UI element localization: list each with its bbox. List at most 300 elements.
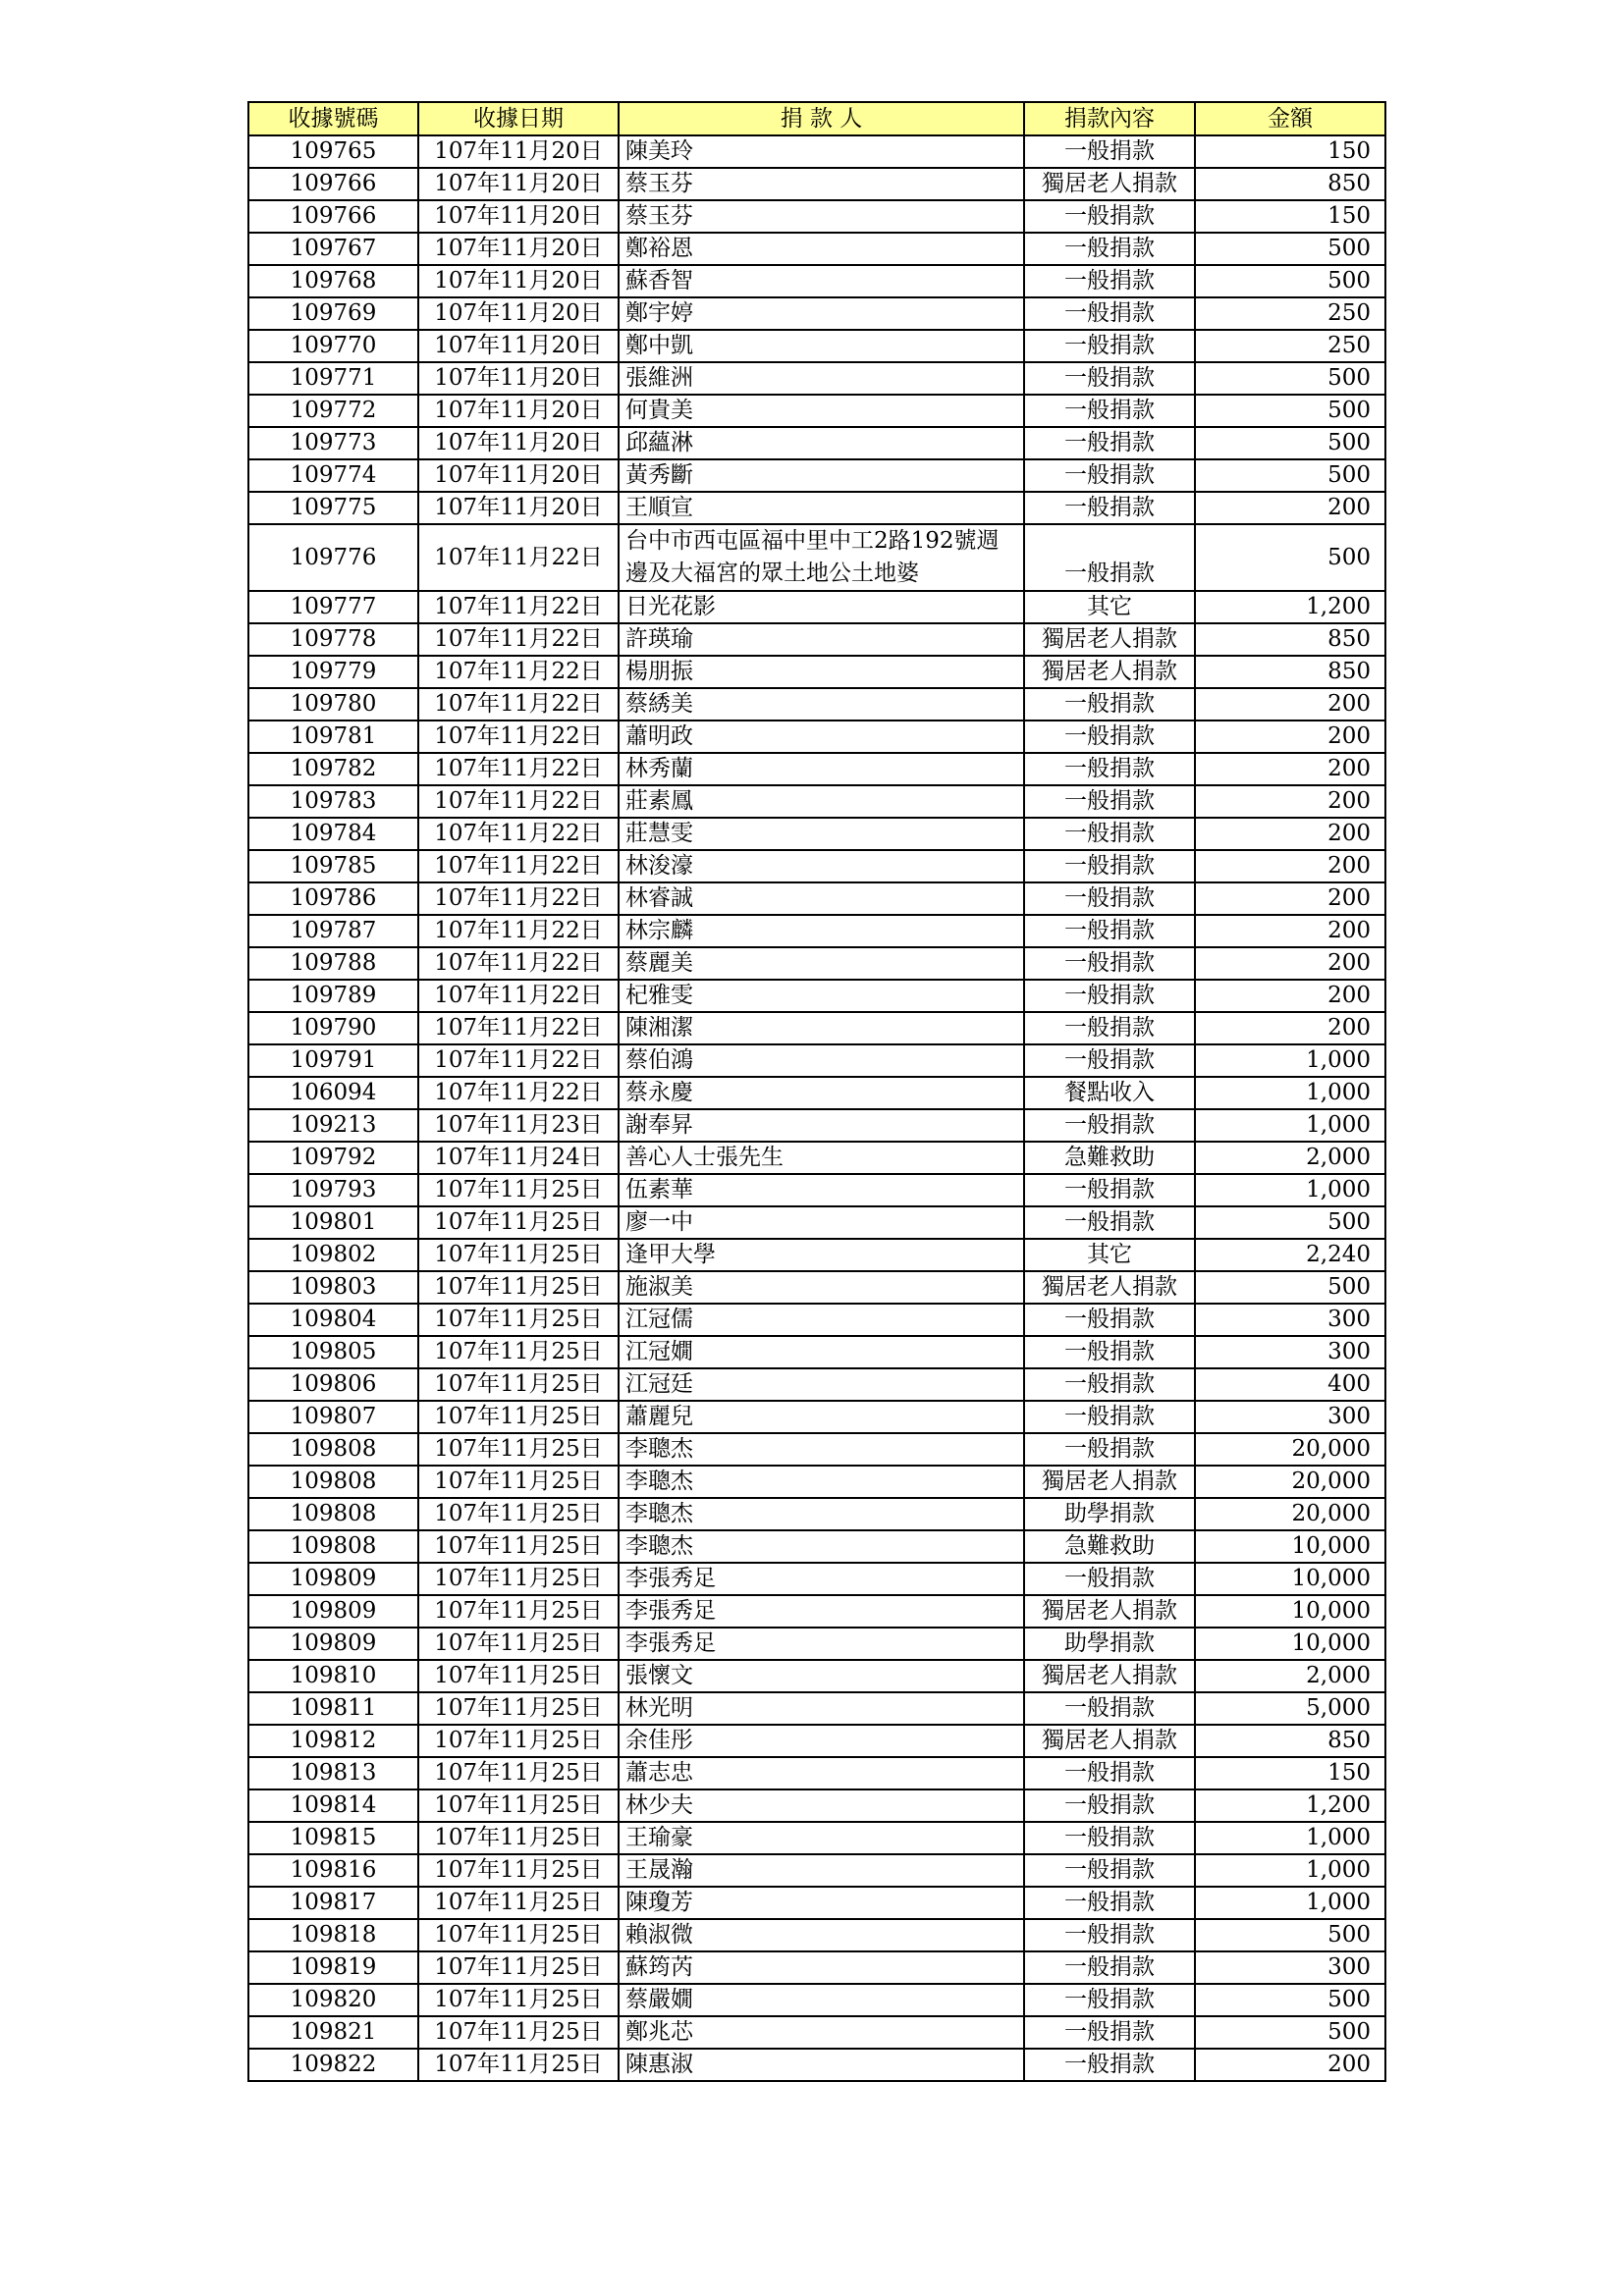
receipt-date-cell: 107年11月20日 — [418, 135, 619, 168]
table-row — [248, 1822, 1385, 1854]
table-row — [248, 882, 1385, 915]
amount-cell: 200 — [1195, 818, 1385, 850]
amount-cell: 500 — [1195, 1271, 1385, 1304]
donor-name-cell: 林睿誠 — [619, 882, 1024, 915]
donor-name-cell: 張懷文 — [619, 1660, 1024, 1692]
receipt-no-cell: 109789 — [248, 980, 418, 1012]
amount-cell: 850 — [1195, 656, 1385, 688]
donation-type-cell: 一般捐款 — [1024, 753, 1195, 785]
donor-name-cell: 蔡玉芬 — [619, 200, 1024, 233]
donor-name-cell: 邱蘊淋 — [619, 427, 1024, 459]
receipt-date-cell: 107年11月20日 — [418, 459, 619, 492]
table-row — [248, 1466, 1385, 1498]
receipt-no-cell: 109813 — [248, 1757, 418, 1789]
amount-cell: 200 — [1195, 753, 1385, 785]
header-amount: 金額 — [1195, 102, 1385, 135]
amount-cell: 20,000 — [1195, 1498, 1385, 1530]
donation-type-cell: 一般捐款 — [1024, 459, 1195, 492]
donation-type-cell: 一般捐款 — [1024, 1304, 1195, 1336]
donor-name-cell: 賴淑微 — [619, 1919, 1024, 1951]
receipt-date-cell: 107年11月25日 — [418, 1757, 619, 1789]
table-row — [248, 427, 1385, 459]
donation-type-cell: 一般捐款 — [1024, 818, 1195, 850]
amount-cell: 500 — [1195, 265, 1385, 297]
donation-type-cell: 急難救助 — [1024, 1142, 1195, 1174]
amount-cell: 2,000 — [1195, 1660, 1385, 1692]
donor-name-cell: 江冠儒 — [619, 1304, 1024, 1336]
table-row — [248, 1271, 1385, 1304]
table-row — [248, 524, 1385, 591]
receipt-date-cell: 107年11月22日 — [418, 591, 619, 623]
receipt-no-cell: 109765 — [248, 135, 418, 168]
donation-type-cell: 獨居老人捐款 — [1024, 1595, 1195, 1628]
table-row — [248, 850, 1385, 882]
table-row — [248, 1012, 1385, 1044]
donor-name-cell: 林少夫 — [619, 1789, 1024, 1822]
donor-name-cell: 施淑美 — [619, 1271, 1024, 1304]
donor-name-cell: 莊素鳳 — [619, 785, 1024, 818]
table-row — [248, 1077, 1385, 1109]
receipt-date-cell: 107年11月22日 — [418, 915, 619, 947]
receipt-no-cell: 109792 — [248, 1142, 418, 1174]
table-row — [248, 1206, 1385, 1239]
donation-type-cell: 一般捐款 — [1024, 915, 1195, 947]
table-row — [248, 1919, 1385, 1951]
receipt-date-cell: 107年11月24日 — [418, 1142, 619, 1174]
table-row — [248, 753, 1385, 785]
amount-cell: 400 — [1195, 1368, 1385, 1401]
amount-cell: 200 — [1195, 492, 1385, 524]
donor-name-cell: 日光花影 — [619, 591, 1024, 623]
receipt-no-cell: 109770 — [248, 330, 418, 362]
table-row — [248, 818, 1385, 850]
donor-name-cell: 台中市西屯區福中里中工2路192號週邊及大福宮的眾土地公土地婆 — [619, 524, 1024, 591]
receipt-no-cell: 109821 — [248, 2016, 418, 2049]
donation-type-cell: 一般捐款 — [1024, 492, 1195, 524]
amount-cell: 10,000 — [1195, 1563, 1385, 1595]
receipt-no-cell: 109804 — [248, 1304, 418, 1336]
donation-type-cell: 一般捐款 — [1024, 1919, 1195, 1951]
donor-name-cell: 林秀蘭 — [619, 753, 1024, 785]
donation-type-cell: 獨居老人捐款 — [1024, 656, 1195, 688]
donor-name-cell: 楊朋振 — [619, 656, 1024, 688]
receipt-date-cell: 107年11月20日 — [418, 330, 619, 362]
table-row — [248, 1530, 1385, 1563]
amount-cell: 2,240 — [1195, 1239, 1385, 1271]
receipt-no-cell: 109801 — [248, 1206, 418, 1239]
donor-name-cell: 李張秀足 — [619, 1563, 1024, 1595]
receipt-no-cell: 109771 — [248, 362, 418, 395]
receipt-date-cell: 107年11月25日 — [418, 1304, 619, 1336]
amount-cell: 500 — [1195, 1206, 1385, 1239]
receipt-no-cell: 109785 — [248, 850, 418, 882]
receipt-no-cell: 109775 — [248, 492, 418, 524]
donor-name-cell: 伍素華 — [619, 1174, 1024, 1206]
table-row — [248, 1595, 1385, 1628]
table-row — [248, 721, 1385, 753]
receipt-no-cell: 109767 — [248, 233, 418, 265]
amount-cell: 200 — [1195, 850, 1385, 882]
amount-cell: 200 — [1195, 915, 1385, 947]
table-row — [248, 623, 1385, 656]
amount-cell: 500 — [1195, 1984, 1385, 2016]
table-row — [248, 1304, 1385, 1336]
receipt-no-cell: 109820 — [248, 1984, 418, 2016]
receipt-no-cell: 109819 — [248, 1951, 418, 1984]
table-row — [248, 591, 1385, 623]
table-row — [248, 1401, 1385, 1433]
table-row — [248, 1692, 1385, 1725]
table-row — [248, 785, 1385, 818]
donation-type-cell: 一般捐款 — [1024, 1757, 1195, 1789]
receipt-date-cell: 107年11月22日 — [418, 818, 619, 850]
donor-name-cell: 陳瓊芳 — [619, 1887, 1024, 1919]
receipt-no-cell: 109788 — [248, 947, 418, 980]
amount-cell: 850 — [1195, 623, 1385, 656]
receipt-date-cell: 107年11月25日 — [418, 1822, 619, 1854]
receipt-no-cell: 109812 — [248, 1725, 418, 1757]
donation-type-cell: 一般捐款 — [1024, 1109, 1195, 1142]
table-row — [248, 1109, 1385, 1142]
table-row — [248, 980, 1385, 1012]
receipt-date-cell: 107年11月25日 — [418, 1919, 619, 1951]
table-row — [248, 297, 1385, 330]
amount-cell: 1,000 — [1195, 1854, 1385, 1887]
amount-cell: 500 — [1195, 362, 1385, 395]
donor-name-cell: 李聰杰 — [619, 1433, 1024, 1466]
receipt-date-cell: 107年11月25日 — [418, 1628, 619, 1660]
donation-type-cell: 一般捐款 — [1024, 1984, 1195, 2016]
receipt-date-cell: 107年11月22日 — [418, 1012, 619, 1044]
donor-name-cell: 王瑜豪 — [619, 1822, 1024, 1854]
amount-cell: 250 — [1195, 297, 1385, 330]
table-row — [248, 265, 1385, 297]
donation-type-cell: 一般捐款 — [1024, 1401, 1195, 1433]
receipt-date-cell: 107年11月25日 — [418, 1951, 619, 1984]
receipt-date-cell: 107年11月22日 — [418, 1077, 619, 1109]
donor-name-cell: 李聰杰 — [619, 1530, 1024, 1563]
table-row — [248, 1044, 1385, 1077]
donor-name-cell: 江冠嫺 — [619, 1336, 1024, 1368]
donation-type-cell: 一般捐款 — [1024, 688, 1195, 721]
table-row — [248, 200, 1385, 233]
receipt-date-cell: 107年11月20日 — [418, 362, 619, 395]
table-row — [248, 1142, 1385, 1174]
donor-name-cell: 許瑛瑜 — [619, 623, 1024, 656]
receipt-no-cell: 109772 — [248, 395, 418, 427]
amount-cell: 300 — [1195, 1304, 1385, 1336]
donor-name-cell: 張維洲 — [619, 362, 1024, 395]
receipt-date-cell: 107年11月25日 — [418, 1271, 619, 1304]
header-donor: 捐 款 人 — [619, 102, 1024, 135]
donor-name-cell: 何貴美 — [619, 395, 1024, 427]
amount-cell: 850 — [1195, 168, 1385, 200]
donor-name-cell: 陳美玲 — [619, 135, 1024, 168]
amount-cell: 150 — [1195, 200, 1385, 233]
donor-name-cell: 林浚濠 — [619, 850, 1024, 882]
donor-name-cell: 謝奉昇 — [619, 1109, 1024, 1142]
donor-name-cell: 李聰杰 — [619, 1498, 1024, 1530]
donor-name-cell: 蔡嚴嫺 — [619, 1984, 1024, 2016]
receipt-date-cell: 107年11月25日 — [418, 1206, 619, 1239]
donor-name-cell: 廖一中 — [619, 1206, 1024, 1239]
amount-cell: 10,000 — [1195, 1530, 1385, 1563]
donation-type-cell: 一般捐款 — [1024, 2016, 1195, 2049]
donor-name-cell: 蔡玉芬 — [619, 168, 1024, 200]
receipt-date-cell: 107年11月23日 — [418, 1109, 619, 1142]
receipt-no-cell: 109769 — [248, 297, 418, 330]
donor-name-cell: 王晟瀚 — [619, 1854, 1024, 1887]
amount-cell: 1,000 — [1195, 1077, 1385, 1109]
amount-cell: 250 — [1195, 330, 1385, 362]
receipt-date-cell: 107年11月22日 — [418, 524, 619, 591]
donation-type-cell: 一般捐款 — [1024, 785, 1195, 818]
donation-type-cell: 一般捐款 — [1024, 362, 1195, 395]
donor-name-cell: 蕭麗兒 — [619, 1401, 1024, 1433]
donor-name-cell: 蕭明政 — [619, 721, 1024, 753]
table-row — [248, 2049, 1385, 2081]
receipt-no-cell: 109790 — [248, 1012, 418, 1044]
donation-type-cell: 一般捐款 — [1024, 233, 1195, 265]
receipt-no-cell: 109808 — [248, 1530, 418, 1563]
table-row — [248, 1725, 1385, 1757]
amount-cell: 300 — [1195, 1951, 1385, 1984]
donation-type-cell: 一般捐款 — [1024, 1433, 1195, 1466]
donor-name-cell: 林宗麟 — [619, 915, 1024, 947]
amount-cell: 1,000 — [1195, 1109, 1385, 1142]
receipt-date-cell: 107年11月25日 — [418, 1401, 619, 1433]
donation-type-cell: 一般捐款 — [1024, 850, 1195, 882]
receipt-date-cell: 107年11月25日 — [418, 1660, 619, 1692]
table-row — [248, 233, 1385, 265]
receipt-date-cell: 107年11月25日 — [418, 1239, 619, 1271]
receipt-no-cell: 109814 — [248, 1789, 418, 1822]
receipt-no-cell: 109766 — [248, 168, 418, 200]
receipt-no-cell: 109807 — [248, 1401, 418, 1433]
donor-name-cell: 李聰杰 — [619, 1466, 1024, 1498]
table-row — [248, 1368, 1385, 1401]
donation-type-cell: 一般捐款 — [1024, 1336, 1195, 1368]
receipt-no-cell: 109793 — [248, 1174, 418, 1206]
donation-type-cell: 餐點收入 — [1024, 1077, 1195, 1109]
amount-cell: 200 — [1195, 2049, 1385, 2081]
amount-cell: 200 — [1195, 785, 1385, 818]
donation-type-cell: 一般捐款 — [1024, 1206, 1195, 1239]
table-row — [248, 947, 1385, 980]
donor-name-cell: 鄭兆芯 — [619, 2016, 1024, 2049]
amount-cell: 10,000 — [1195, 1628, 1385, 1660]
amount-cell: 500 — [1195, 395, 1385, 427]
donor-name-cell: 善心人士張先生 — [619, 1142, 1024, 1174]
receipt-no-cell: 109808 — [248, 1498, 418, 1530]
donation-type-cell: 一般捐款 — [1024, 1012, 1195, 1044]
table-row — [248, 656, 1385, 688]
receipt-no-cell: 109776 — [248, 524, 418, 591]
receipt-date-cell: 107年11月20日 — [418, 427, 619, 459]
receipt-date-cell: 107年11月20日 — [418, 200, 619, 233]
amount-cell: 500 — [1195, 524, 1385, 591]
table-row — [248, 395, 1385, 427]
receipt-no-cell: 109781 — [248, 721, 418, 753]
receipt-date-cell: 107年11月25日 — [418, 1466, 619, 1498]
table-row — [248, 1563, 1385, 1595]
receipt-no-cell: 109816 — [248, 1854, 418, 1887]
table-row — [248, 1336, 1385, 1368]
table-row — [248, 1887, 1385, 1919]
donor-name-cell: 蔡伯鴻 — [619, 1044, 1024, 1077]
receipt-date-cell: 107年11月20日 — [418, 265, 619, 297]
table-row — [248, 459, 1385, 492]
table-row — [248, 915, 1385, 947]
receipt-no-cell: 109810 — [248, 1660, 418, 1692]
receipt-date-cell: 107年11月25日 — [418, 1887, 619, 1919]
receipt-date-cell: 107年11月22日 — [418, 980, 619, 1012]
amount-cell: 10,000 — [1195, 1595, 1385, 1628]
receipt-no-cell: 109787 — [248, 915, 418, 947]
amount-cell: 150 — [1195, 1757, 1385, 1789]
receipt-no-cell: 109777 — [248, 591, 418, 623]
amount-cell: 5,000 — [1195, 1692, 1385, 1725]
header-donation-type: 捐款內容 — [1024, 102, 1195, 135]
donation-type-cell: 一般捐款 — [1024, 395, 1195, 427]
donor-name-cell: 蘇香智 — [619, 265, 1024, 297]
table-row — [248, 492, 1385, 524]
header-receipt-no: 收據號碼 — [248, 102, 418, 135]
receipt-date-cell: 107年11月25日 — [418, 1433, 619, 1466]
receipt-no-cell: 109786 — [248, 882, 418, 915]
receipt-date-cell: 107年11月20日 — [418, 297, 619, 330]
receipt-date-cell: 107年11月22日 — [418, 850, 619, 882]
donation-type-cell: 一般捐款 — [1024, 1887, 1195, 1919]
amount-cell: 300 — [1195, 1401, 1385, 1433]
receipt-no-cell: 109778 — [248, 623, 418, 656]
receipt-no-cell: 109806 — [248, 1368, 418, 1401]
donor-name-cell: 李張秀足 — [619, 1628, 1024, 1660]
donation-type-cell: 其它 — [1024, 1239, 1195, 1271]
donation-type-cell: 一般捐款 — [1024, 1368, 1195, 1401]
table-row — [248, 1660, 1385, 1692]
receipt-date-cell: 107年11月22日 — [418, 947, 619, 980]
amount-cell: 200 — [1195, 688, 1385, 721]
donor-name-cell: 鄭中凱 — [619, 330, 1024, 362]
donation-type-cell: 一般捐款 — [1024, 947, 1195, 980]
receipt-date-cell: 107年11月20日 — [418, 492, 619, 524]
donation-type-cell: 一般捐款 — [1024, 980, 1195, 1012]
receipt-no-cell: 109768 — [248, 265, 418, 297]
donor-name-cell: 蔡麗美 — [619, 947, 1024, 980]
receipt-no-cell: 109791 — [248, 1044, 418, 1077]
donor-name-cell: 陳惠淑 — [619, 2049, 1024, 2081]
table-row — [248, 362, 1385, 395]
receipt-no-cell: 109783 — [248, 785, 418, 818]
donation-type-cell: 一般捐款 — [1024, 1563, 1195, 1595]
donor-name-cell: 杞雅雯 — [619, 980, 1024, 1012]
amount-cell: 1,200 — [1195, 591, 1385, 623]
donor-name-cell: 蔡綉美 — [619, 688, 1024, 721]
receipt-no-cell: 109782 — [248, 753, 418, 785]
donor-name-cell: 陳湘潔 — [619, 1012, 1024, 1044]
receipt-no-cell: 109808 — [248, 1433, 418, 1466]
table-row — [248, 1854, 1385, 1887]
receipt-no-cell: 109773 — [248, 427, 418, 459]
receipt-date-cell: 107年11月25日 — [418, 1336, 619, 1368]
amount-cell: 1,000 — [1195, 1174, 1385, 1206]
donation-type-cell: 一般捐款 — [1024, 1951, 1195, 1984]
donor-name-cell: 鄭裕恩 — [619, 233, 1024, 265]
donation-type-cell: 一般捐款 — [1024, 330, 1195, 362]
receipt-date-cell: 107年11月22日 — [418, 688, 619, 721]
receipt-date-cell: 107年11月25日 — [418, 1854, 619, 1887]
receipt-date-cell: 107年11月22日 — [418, 753, 619, 785]
table-row — [248, 1757, 1385, 1789]
receipt-date-cell: 107年11月22日 — [418, 785, 619, 818]
donation-type-cell: 一般捐款 — [1024, 1174, 1195, 1206]
donor-name-cell: 黃秀斷 — [619, 459, 1024, 492]
receipt-no-cell: 109809 — [248, 1595, 418, 1628]
amount-cell: 2,000 — [1195, 1142, 1385, 1174]
donor-name-cell: 李張秀足 — [619, 1595, 1024, 1628]
donation-type-cell: 一般捐款 — [1024, 427, 1195, 459]
donation-type-cell: 一般捐款 — [1024, 2049, 1195, 2081]
donation-type-cell: 助學捐款 — [1024, 1628, 1195, 1660]
table-row — [248, 1174, 1385, 1206]
receipt-date-cell: 107年11月25日 — [418, 1984, 619, 2016]
donation-type-cell: 獨居老人捐款 — [1024, 168, 1195, 200]
receipt-date-cell: 107年11月22日 — [418, 882, 619, 915]
receipt-date-cell: 107年11月25日 — [418, 2016, 619, 2049]
amount-cell: 1,000 — [1195, 1822, 1385, 1854]
table-row — [248, 330, 1385, 362]
donation-type-cell: 獨居老人捐款 — [1024, 1271, 1195, 1304]
amount-cell: 1,000 — [1195, 1887, 1385, 1919]
receipt-date-cell: 107年11月25日 — [418, 1692, 619, 1725]
amount-cell: 1,200 — [1195, 1789, 1385, 1822]
donation-type-cell: 一般捐款 — [1024, 135, 1195, 168]
receipt-no-cell: 109815 — [248, 1822, 418, 1854]
table-body — [248, 135, 1385, 2081]
donation-type-cell: 一般捐款 — [1024, 524, 1195, 591]
amount-cell: 500 — [1195, 2016, 1385, 2049]
receipt-no-cell: 109805 — [248, 1336, 418, 1368]
amount-cell: 20,000 — [1195, 1466, 1385, 1498]
donation-type-cell: 一般捐款 — [1024, 265, 1195, 297]
donor-name-cell: 蘇筠芮 — [619, 1951, 1024, 1984]
table-row — [248, 1628, 1385, 1660]
receipt-date-cell: 107年11月25日 — [418, 1563, 619, 1595]
amount-cell: 200 — [1195, 947, 1385, 980]
donation-type-cell: 急難救助 — [1024, 1530, 1195, 1563]
donor-name-cell: 莊慧雯 — [619, 818, 1024, 850]
receipt-date-cell: 107年11月20日 — [418, 233, 619, 265]
donation-sheet — [247, 101, 1384, 2082]
donation-type-cell: 獨居老人捐款 — [1024, 1466, 1195, 1498]
amount-cell: 1,000 — [1195, 1044, 1385, 1077]
receipt-no-cell: 109779 — [248, 656, 418, 688]
receipt-no-cell: 109780 — [248, 688, 418, 721]
header-receipt-date: 收據日期 — [418, 102, 619, 135]
receipt-date-cell: 107年11月20日 — [418, 168, 619, 200]
donation-type-cell: 獨居老人捐款 — [1024, 1660, 1195, 1692]
donation-type-cell: 獨居老人捐款 — [1024, 623, 1195, 656]
donation-type-cell: 一般捐款 — [1024, 200, 1195, 233]
receipt-no-cell: 109774 — [248, 459, 418, 492]
receipt-date-cell: 107年11月25日 — [418, 1174, 619, 1206]
receipt-date-cell: 107年11月25日 — [418, 2049, 619, 2081]
amount-cell: 20,000 — [1195, 1433, 1385, 1466]
amount-cell: 500 — [1195, 233, 1385, 265]
amount-cell: 850 — [1195, 1725, 1385, 1757]
donation-type-cell: 一般捐款 — [1024, 882, 1195, 915]
